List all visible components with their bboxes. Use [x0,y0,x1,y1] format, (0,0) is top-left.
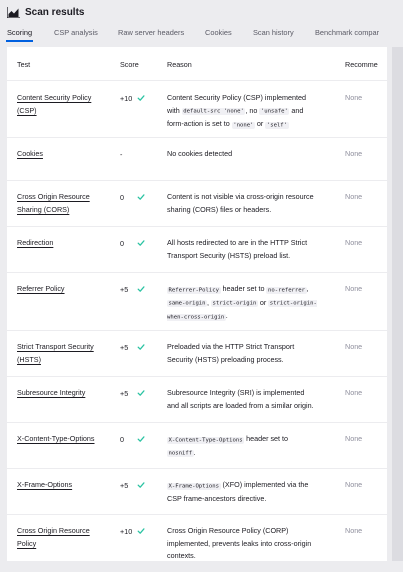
test-cell [17,148,109,161]
checkmark-icon [137,193,145,201]
recommendation-cell: None [345,388,363,397]
reason-code: Referrer-Policy [168,287,220,293]
reason-cell [167,341,317,366]
recommendation-cell: None [345,480,363,489]
checkmark-icon [137,481,145,489]
checkmark-icon [137,527,145,535]
score-cell [120,283,160,296]
checkmark-icon [137,343,145,351]
score-value: +5 [120,342,129,352]
checkmark-icon [137,94,145,102]
recommendation-cell: None [345,284,363,293]
reason-text: All hosts redirected to are in the HTTP Strict Transport Security (HSTS) preload list. [167,238,308,260]
score-value: - [120,149,123,159]
reason-text: Content Security Policy (CSP) implemented with [167,93,307,115]
reason-text: Subresource Integrity (SRI) is implemented and all scripts are loaded from a similar origin. [167,388,314,410]
chart-icon [7,7,20,18]
score-cell [120,479,160,492]
test-cell [17,433,109,446]
score-value: +5 [120,284,129,294]
table-row [7,331,387,377]
reason-code: no-referrer [267,287,306,293]
test-link[interactable]: X-Frame-Options [17,480,73,489]
reason-text: (XFO) implemented via the CSP frame-ancestors directive. [167,480,309,503]
table-row [7,273,387,331]
table-row [7,469,387,515]
results-tabs [0,26,403,42]
reason-cell [167,433,317,460]
score-cell [120,92,160,105]
table-row [7,181,387,227]
scoring-table [7,47,387,561]
reason-code: strict-origin-when-cross-origin [167,300,317,320]
test-link[interactable]: Referrer Policy [17,284,65,293]
reason-text: Cross Origin Resource Policy (CORP) implemented, prevents leaks into cross-origin contexts. [167,526,312,560]
reason-text: or [254,119,266,128]
reason-cell [167,387,317,412]
reason-cell [167,191,317,216]
test-link[interactable]: Strict Transport Security (HSTS) [17,342,94,364]
recommendation-cell: None [345,434,363,443]
reason-code: 'self' [266,122,288,128]
reason-code: nosniff [168,450,193,457]
reason-code: 'none' [233,122,254,128]
recommendation-cell: None [345,93,363,102]
checkmark-icon [137,389,145,397]
reason-cell [167,148,317,161]
test-link[interactable]: Content Security Policy (CSP) [17,93,92,115]
table-row [7,423,387,469]
score-value: +5 [120,480,129,490]
reason-text: . [193,447,196,457]
reason-text: . [225,311,228,320]
reason-text: , no [245,105,260,115]
reason-cell [167,525,317,561]
reason-text: or [257,297,269,307]
recommendation-cell: None [345,238,363,247]
table-header [7,47,387,81]
score-value: 0 [120,192,124,202]
page-title: Scan results [25,7,85,18]
test-cell [17,92,109,117]
score-cell [120,191,160,204]
reason-cell [167,283,317,324]
score-cell [120,387,160,400]
test-link[interactable]: Cross Origin Resource Policy [17,526,90,548]
tab-scoring[interactable]: Scoring [7,28,33,37]
reason-code: X-Content-Type-Options [168,437,243,443]
column-reason: Reason [167,60,192,69]
reason-text: Content is not visible via cross-origin resource sharing (CORS) files or headers. [167,192,314,214]
score-value: +10 [120,526,133,536]
reason-code: 'unsafe' [260,108,288,115]
recommendation-cell: None [345,149,363,158]
reason-code: default-src 'none' [183,108,244,115]
table-row [7,377,387,423]
scan-results-header [7,7,84,18]
test-cell [17,341,109,366]
score-cell [120,433,160,446]
scrollbar-track[interactable] [392,47,403,561]
reason-text: and form-action is set to [167,105,304,128]
score-value: 0 [120,238,124,248]
score-value: +5 [120,388,129,398]
reason-text: Preloaded via the HTTP Strict Transport Security (HSTS) preloading process. [167,342,295,364]
table-row [7,515,387,561]
tab-scan-history[interactable]: Scan history [253,28,294,37]
reason-cell [167,479,317,505]
test-cell [17,283,109,296]
test-link[interactable]: X-Content-Type-Options [17,434,95,443]
recommendation-cell: None [345,526,363,535]
score-cell [120,148,160,161]
reason-cell [167,237,317,262]
checkmark-icon [137,239,145,247]
tab-benchmark-comparison[interactable]: Benchmark compar [315,28,380,37]
column-recommendation: Recomme [345,60,378,69]
reason-code: same-origin [168,300,206,307]
score-cell [120,237,160,250]
recommendation-cell: None [345,342,363,351]
test-link[interactable]: Cross Origin Resource Sharing (CORS) [17,192,90,214]
score-value: 0 [120,434,124,444]
checkmark-icon [137,285,145,293]
test-link[interactable]: Subresource Integrity [17,388,86,397]
reason-text: , [306,284,309,293]
table-row [7,227,387,273]
tab-raw-server-headers[interactable]: Raw server headers [118,28,185,37]
test-link[interactable]: Cookies [17,149,43,158]
reason-text: , [207,297,212,307]
column-score: Score [120,60,139,69]
reason-text: header set to [244,434,289,443]
reason-text: header set to [220,284,267,293]
tab-cookies[interactable]: Cookies [205,28,232,37]
test-cell [17,191,109,216]
test-cell [17,237,109,250]
table-row [7,138,387,181]
test-cell [17,387,109,400]
recommendation-cell: None [345,192,363,201]
checkmark-icon [137,435,145,443]
score-cell [120,525,160,538]
score-value: +10 [120,93,133,103]
test-cell [17,525,109,550]
reason-text: No cookies detected [167,149,233,158]
reason-code: strict-origin [212,300,257,307]
test-link[interactable]: Redirection [17,238,54,247]
test-cell [17,479,109,492]
table-row [7,82,387,138]
tab-csp-analysis[interactable]: CSP analysis [54,28,98,37]
reason-code: X-Frame-Options [168,483,220,489]
reason-cell [167,92,317,132]
column-test: Test [17,60,31,69]
score-cell [120,341,160,354]
